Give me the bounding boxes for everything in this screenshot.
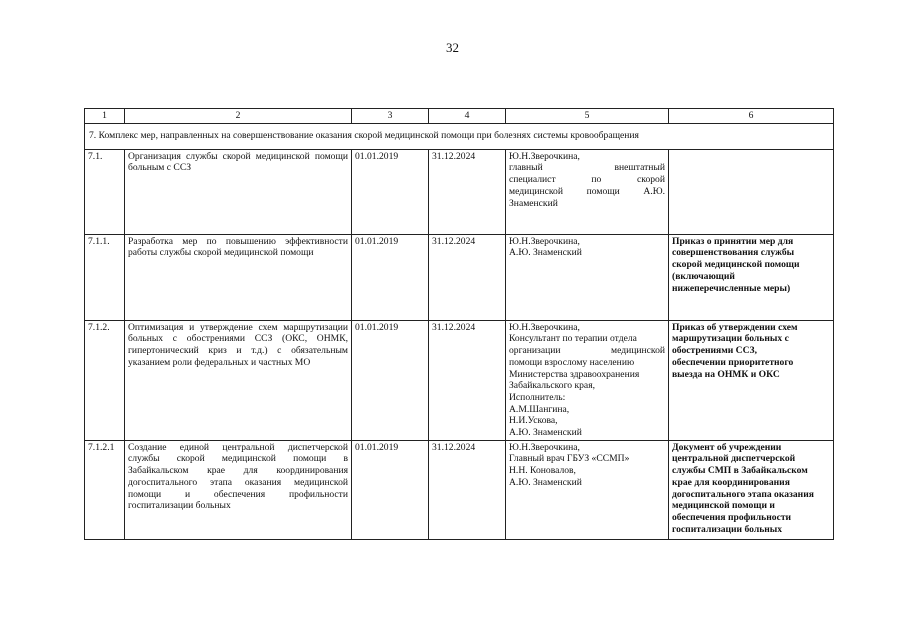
end-date: 31.12.2024 [429,320,506,440]
result-line: Приказ о принятии мер для [672,235,794,247]
result-cell [669,320,834,440]
responsible-cell [506,149,669,234]
responsible-line: А.Ю. Знаменский [509,476,582,488]
responsible-line: Ю.Н.Зверочкина, [509,321,580,333]
column-header: 1 [85,109,125,124]
result-line: нижеперечисленные меры) [672,282,791,294]
table-row [85,234,834,320]
result-line: центральной диспетчерской [672,453,796,465]
column-header: 2 [125,109,352,124]
start-date: 01.01.2019 [352,149,429,234]
column-header: 5 [506,109,669,124]
row-number: 7.1.2.1 [85,440,125,539]
column-header: 3 [352,109,429,124]
responsible-line: А.Ю. Знаменский [509,427,582,439]
end-date: 31.12.2024 [429,440,506,539]
responsible-line: Н.И.Ускова, [509,415,558,427]
start-date: 01.01.2019 [352,440,429,539]
measure-name: Разработка мер по повышению эффективности работы службы скорой медицинской помощи [125,234,352,320]
responsible-line: организации медицинской [509,345,665,357]
responsible-line: Главный врач ГБУЗ «ССМП» [509,453,630,465]
responsible-line: Забайкальского края, [509,380,596,392]
responsible-line: Исполнитель: [509,391,566,403]
section-title: 7. Комплекс мер, направленных на совершенствование оказания скорой медицинской помощи при болезнях системы кровообращения [85,123,834,149]
result-line: Приказ об утверждении схем [672,321,798,333]
result-line: маршрутизации больных с [672,333,789,345]
responsible-line: главный внештатный [509,162,665,174]
responsible-cell [506,440,669,539]
responsible-line: Ю.Н.Зверочкина, [509,441,580,453]
column-header: 4 [429,109,506,124]
responsible-line: медицинской помощи А.Ю. [509,185,665,197]
result-line: обострениями ССЗ, [672,345,757,357]
responsible-line: Н.Н. Коновалов, [509,465,576,477]
result-cell [669,234,834,320]
responsible-line: специалист по скорой [509,174,665,186]
result-line: выезда на ОНМК и ОКС [672,368,780,380]
result-line: крае для координирования [672,476,790,488]
result-line: службы СМП в Забайкальском [672,465,808,477]
header-row [85,109,834,124]
table-row [85,149,834,234]
result-line: Документ об учреждении [672,441,782,453]
measure-name: Создание единой центральной диспетчерской службы скорой медицинской помощи в Забайкальском крае для координирования догоспитального этапа оказания медицинской помощи и обеспечения профильности госпитализации больных [125,440,352,539]
responsible-line: А.Ю. Знаменский [509,247,582,259]
table-row [85,320,834,440]
page-number: 32 [446,40,459,55]
section-row [85,123,834,149]
responsible-cell [506,320,669,440]
start-date: 01.01.2019 [352,234,429,320]
row-number: 7.1.2. [85,320,125,440]
result-line: обеспечении приоритетного [672,356,794,368]
table-row [85,440,834,539]
responsible-line: Ю.Н.Зверочкина, [509,150,580,162]
result-line: совершенствования службы [672,247,795,259]
result-cell [669,149,834,234]
responsible-cell [506,234,669,320]
measure-name: Оптимизация и утверждение схем маршрутизации больных с обострениями ССЗ (ОКС, ОНМК, гипертонический криз и т.д.) с обязательным указанием роли федеральных и частных МО [125,320,352,440]
responsible-line: Ю.Н.Зверочкина, [509,235,580,247]
result-line: обеспечения профильности [672,511,792,523]
result-line: (включающий [672,270,735,282]
measure-name: Организация службы скорой медицинской помощи больным с ССЗ [125,149,352,234]
result-cell [669,440,834,539]
start-date: 01.01.2019 [352,320,429,440]
responsible-line: Знаменский [509,197,558,209]
end-date: 31.12.2024 [429,234,506,320]
result-line: медицинской помощи и [672,500,775,512]
result-line: догоспитального этапа оказания [672,488,814,500]
row-number: 7.1.1. [85,234,125,320]
responsible-line: А.М.Шангина, [509,403,570,415]
result-line: скорой медицинской помощи [672,259,800,271]
responsible-line: Консультант по терапии отдела [509,333,637,345]
responsible-line: помощи взрослому населению [509,356,635,368]
column-header: 6 [669,109,834,124]
end-date: 31.12.2024 [429,149,506,234]
measures-table [84,108,834,540]
row-number: 7.1. [85,149,125,234]
responsible-line: Министерства здравоохранения [509,368,640,380]
result-line: госпитализации больных [672,523,783,535]
